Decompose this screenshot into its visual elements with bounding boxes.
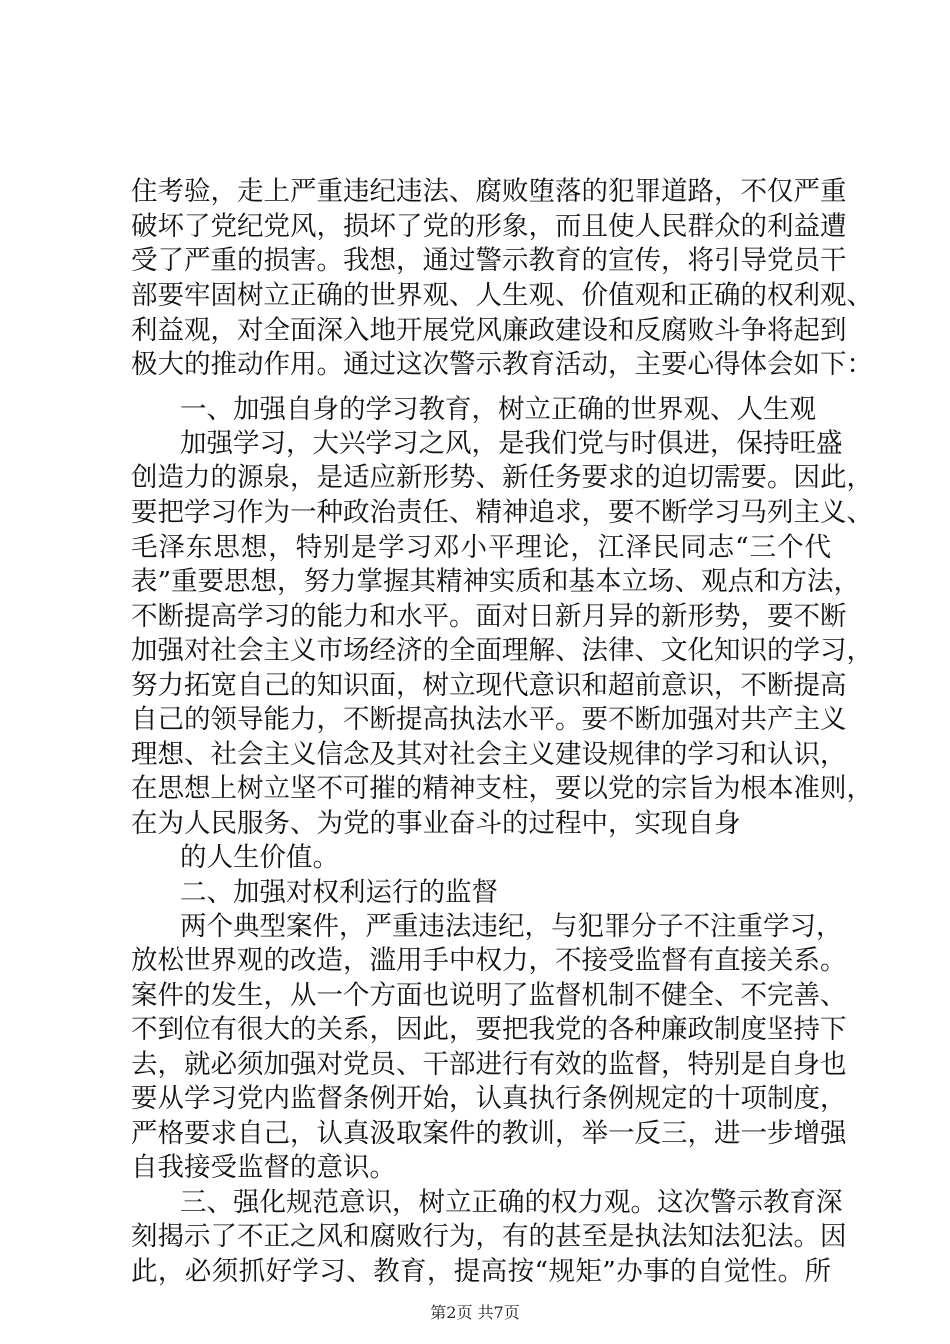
text-line: 极大的推动作用。通过这次警示教育活动，主要心得体会如下： — [131, 349, 873, 380]
section-heading-2: 二、加强对权利运行的监督 — [180, 877, 498, 908]
text-line: 加强学习，大兴学习之风，是我们党与时俱进，保持旺盛 — [180, 428, 843, 459]
text-line: 自己的领导能力，不断提高执法水平。要不断加强对共产主义 — [131, 704, 847, 735]
section-heading-1: 一、加强自身的学习教育，树立正确的世界观、人生观 — [180, 394, 816, 425]
text-line: 不到位有很大的关系，因此，要把我党的各种廉政制度坚持下 — [131, 1014, 847, 1045]
text-line: 利益观，对全面深入地开展党风廉政建设和反腐败斗争将起到 — [131, 315, 847, 346]
text-line: 受了严重的损害。我想，通过警示教育的宣传，将引导党员干 — [131, 245, 847, 276]
text-line: 案件的发生，从一个方面也说明了监督机制不健全、不完善、 — [131, 980, 847, 1011]
text-line: 努力拓宽自己的知识面，树立现代意识和超前意识，不断提高 — [131, 670, 847, 701]
text-line: 住考验，走上严重违纪违法、腐败堕落的犯罪道路，不仅严重 — [131, 176, 847, 207]
text-line: 部要牢固树立正确的世界观、人生观、价值观和正确的权利观、 — [131, 280, 873, 311]
text-line: 在为人民服务、为党的事业奋斗的过程中，实现自身 — [131, 808, 741, 839]
text-line: 两个典型案件，严重违法违纪，与犯罪分子不注重学习， — [180, 911, 843, 942]
page-number-footer: 第2页 共7页 — [430, 1303, 520, 1322]
text-line: 自我接受监督的意识。 — [131, 1152, 396, 1183]
section-heading-3: 三、强化规范意识，树立正确的权力观。这次警示教育深 — [180, 1187, 843, 1218]
text-line: 放松世界观的改造，滥用手中权力，不接受监督有直接关系。 — [131, 945, 847, 976]
text-line: 理想、社会主义信念及其对社会主义建设规律的学习和认识， — [131, 739, 847, 770]
text-line: 此，必须抓好学习、教育，提高按“规矩”办事的自觉性。所 — [131, 1256, 831, 1287]
text-line: 创造力的源泉，是适应新形势、新任务要求的迫切需要。因此， — [131, 462, 873, 493]
text-line: 加强对社会主义市场经济的全面理解、法律、文化知识的学习， — [131, 635, 873, 666]
text-line: 要把学习作为一种政治责任、精神追求，要不断学习马列主义、 — [131, 497, 873, 528]
text-line: 不断提高学习的能力和水平。面对日新月异的新形势，要不断 — [131, 601, 847, 632]
text-line: 严格要求自己，认真汲取案件的教训，举一反三，进一步增强 — [131, 1118, 847, 1149]
text-line: 刻揭示了不正之风和腐败行为，有的甚至是执法知法犯法。因 — [131, 1221, 847, 1252]
text-line: 在思想上树立坚不可摧的精神支柱，要以党的宗旨为根本准则， — [131, 773, 873, 804]
text-line: 毛泽东思想，特别是学习邓小平理论，江泽民同志“三个代 — [131, 532, 831, 563]
text-line: 要从学习党内监督条例开始，认真执行条例规定的十项制度， — [131, 1083, 847, 1114]
text-line: 表”重要思想，努力掌握其精神实质和基本立场、观点和方法， — [131, 566, 861, 597]
text-line: 的人生价值。 — [180, 842, 339, 873]
text-line: 去，就必须加强对党员、干部进行有效的监督，特别是自身也 — [131, 1049, 847, 1080]
text-line: 破坏了党纪党风，损坏了党的形象，而且使人民群众的利益遭 — [131, 211, 847, 242]
